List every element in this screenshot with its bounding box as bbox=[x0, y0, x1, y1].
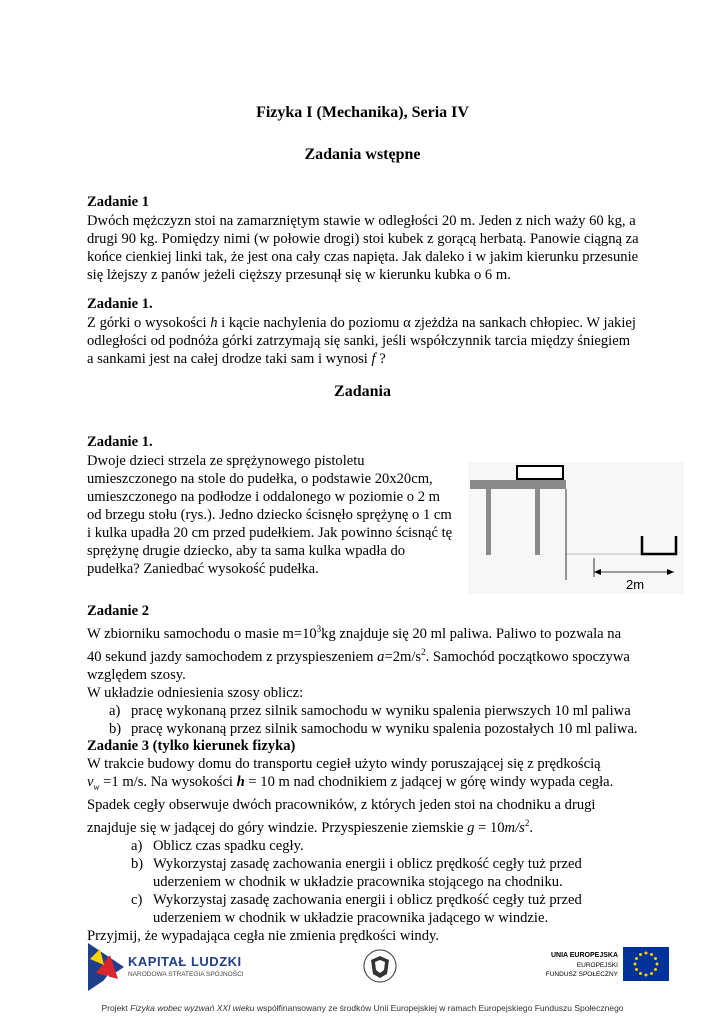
task2-heading: Zadanie 2 bbox=[87, 603, 150, 619]
task1-line: się lżejszy z panów jeżeli cięższy przesunął się w kierunku kubka o 6 m. bbox=[87, 267, 511, 283]
task-main1-line: i kulka upadła 20 cm przed pudełkiem. Jak powinno ścisnąć tę bbox=[87, 525, 453, 541]
task3-body bbox=[87, 755, 647, 945]
kl-title: KAPITAŁ LUDZKI bbox=[128, 954, 242, 969]
kl-subtitle: NARODOWA STRATEGIA SPÓJNOŚCI bbox=[128, 971, 244, 978]
task2-line: W zbiorniku samochodu o masie $m=10^3kg$ znajduje się 20 ml paliwa. Paliwo to pozwala na bbox=[87, 624, 622, 642]
task2-line: względem szosy. bbox=[87, 666, 186, 683]
task3-item: c) Wykorzystaj zasadę zachowania energii i oblicz prędkość cegły tuż przed bbox=[131, 891, 582, 908]
table-leg bbox=[486, 489, 491, 555]
task3-heading: Zadanie 3 (tylko kierunek fizyka) bbox=[87, 738, 296, 754]
eu-subtitle-1: EUROPEJSKI bbox=[576, 962, 618, 969]
task-main1-line: Dwoje dzieci strzela ze sprężynowego pistoletu bbox=[87, 453, 365, 469]
task3-item: b) Wykorzystaj zasadę zachowania energii i oblicz prędkość cegły tuż przed bbox=[131, 855, 582, 872]
task1b-body bbox=[87, 314, 647, 368]
task1-line: końce cienkiej linki tak, że jest ona cały czas napięta. Jak daleko i w jakim kierunku przesunie bbox=[87, 249, 639, 265]
task1b-heading: Zadanie 1. bbox=[87, 296, 153, 312]
task-main1-line: sprężynę drugie dziecko, aby ta sama kulka wpadła do bbox=[87, 543, 406, 559]
eu-flag-icon bbox=[623, 947, 669, 981]
task2-line: 40 sekund jazdy samochodem z przyspieszeniem $a=2m/s^2$. Samochód początkowo spoczywa bbox=[87, 646, 630, 665]
task2-line: W układzie odniesienia szosy oblicz: bbox=[87, 684, 304, 701]
table-leg bbox=[535, 489, 540, 555]
task3-item: a) Oblicz czas spadku cegły. bbox=[131, 837, 304, 854]
task-main1-line: pudełka? Zaniedbać wysokość pudełka. bbox=[87, 561, 319, 577]
task3-line: $v_w =1$ m/s. Na wysokości h = 10 m nad chodnikiem z jadącej w górę windy wypada cegła. bbox=[87, 774, 614, 792]
task2-item: a) pracę wykonaną przez silnik samochodu w wyniku spalenia pierwszych 10 ml paliwa bbox=[109, 702, 631, 719]
task-main1-line: od brzegu stołu (rys.). Jedno dziecko ścisnęło sprężynę o 1 cm bbox=[87, 507, 452, 523]
eu-title: UNIA EUROPEJSKA bbox=[550, 952, 618, 959]
task-main1-heading: Zadanie 1. bbox=[87, 434, 153, 450]
task1-heading: Zadanie 1 bbox=[87, 194, 150, 210]
task-main1-line: umieszczonego na podłodze i oddalonego w poziomie o 2 m bbox=[87, 489, 440, 505]
kapital-ludzki-logo-icon bbox=[88, 943, 124, 991]
task1b-line: a sankami jest na całej drodze taki sam i wynosi f ? bbox=[87, 351, 386, 367]
task3-closing: Przyjmij, że wypadająca cegła nie zmienia prędkości windy. bbox=[87, 927, 440, 944]
section-intro-heading: Zadania wstępne bbox=[304, 146, 421, 163]
task1-line: drugi 90 kg. Pomiędzy nimi (w połowie drogi) stoi kubek z gorącą herbatą. Panowie ciągną za bbox=[87, 231, 639, 247]
university-seal-icon bbox=[361, 944, 399, 988]
distance-label: 2m bbox=[626, 577, 645, 592]
table-top bbox=[470, 480, 566, 489]
spring-gun bbox=[517, 466, 563, 479]
section-main-heading: Zadania bbox=[334, 383, 391, 400]
task-main1-line: umieszczonego na stole do pudełka, o podstawie 20x20cm, bbox=[87, 471, 433, 487]
task3-item-cont: uderzeniem w chodnik w układzie pracownika jadącego w windzie. bbox=[153, 909, 549, 926]
table-box-figure bbox=[468, 462, 684, 594]
task3-line: Spadek cegły obserwuje dwóch pracowników, z których jeden stoi na chodniku a drugi bbox=[87, 796, 596, 813]
task3-item-cont: uderzeniem w chodnik w układzie pracownika stojącego na chodniku. bbox=[153, 873, 563, 890]
task2-body bbox=[87, 620, 647, 738]
task2-item: b) pracę wykonaną przez silnik samochodu w wyniku spalenia pozostałych 10 ml paliwa. bbox=[109, 720, 638, 737]
eu-subtitle-2: FUNDUSZ SPOŁECZNY bbox=[545, 971, 618, 978]
task3-line: znajduje się w jadącej do góry windzie. Przyspieszenie ziemskie $g = 10m/s^2$. bbox=[87, 817, 533, 836]
task1-line: Dwóch mężczyzn stoi na zamarzniętym stawie w odległości 20 m. Jeden z nich waży 60 kg, a bbox=[87, 213, 636, 229]
task1-body bbox=[87, 212, 647, 284]
task1b-line: Z górki o wysokości h i kącie nachylenia do poziomu α zjeżdża na sankach chłopiec. W jakiej bbox=[87, 315, 636, 331]
page-title: Fizyka I (Mechanika), Seria IV bbox=[256, 104, 469, 121]
task1b-line: odległości od podnóża górki zatrzymają się sanki, jeśli współczynnik tarcia między śniegiem bbox=[87, 333, 631, 349]
task-main1-body bbox=[87, 452, 457, 578]
project-footer: Projekt Fizyka wobec wyzwań XXI wieku współfinansowany ze środków Unii Europejskiej w ramach Europejskiego Funduszu Społecznego bbox=[101, 1003, 624, 1013]
task3-line: W trakcie budowy domu do transportu cegieł użyto windy poruszającej się z prędkością bbox=[87, 756, 601, 772]
